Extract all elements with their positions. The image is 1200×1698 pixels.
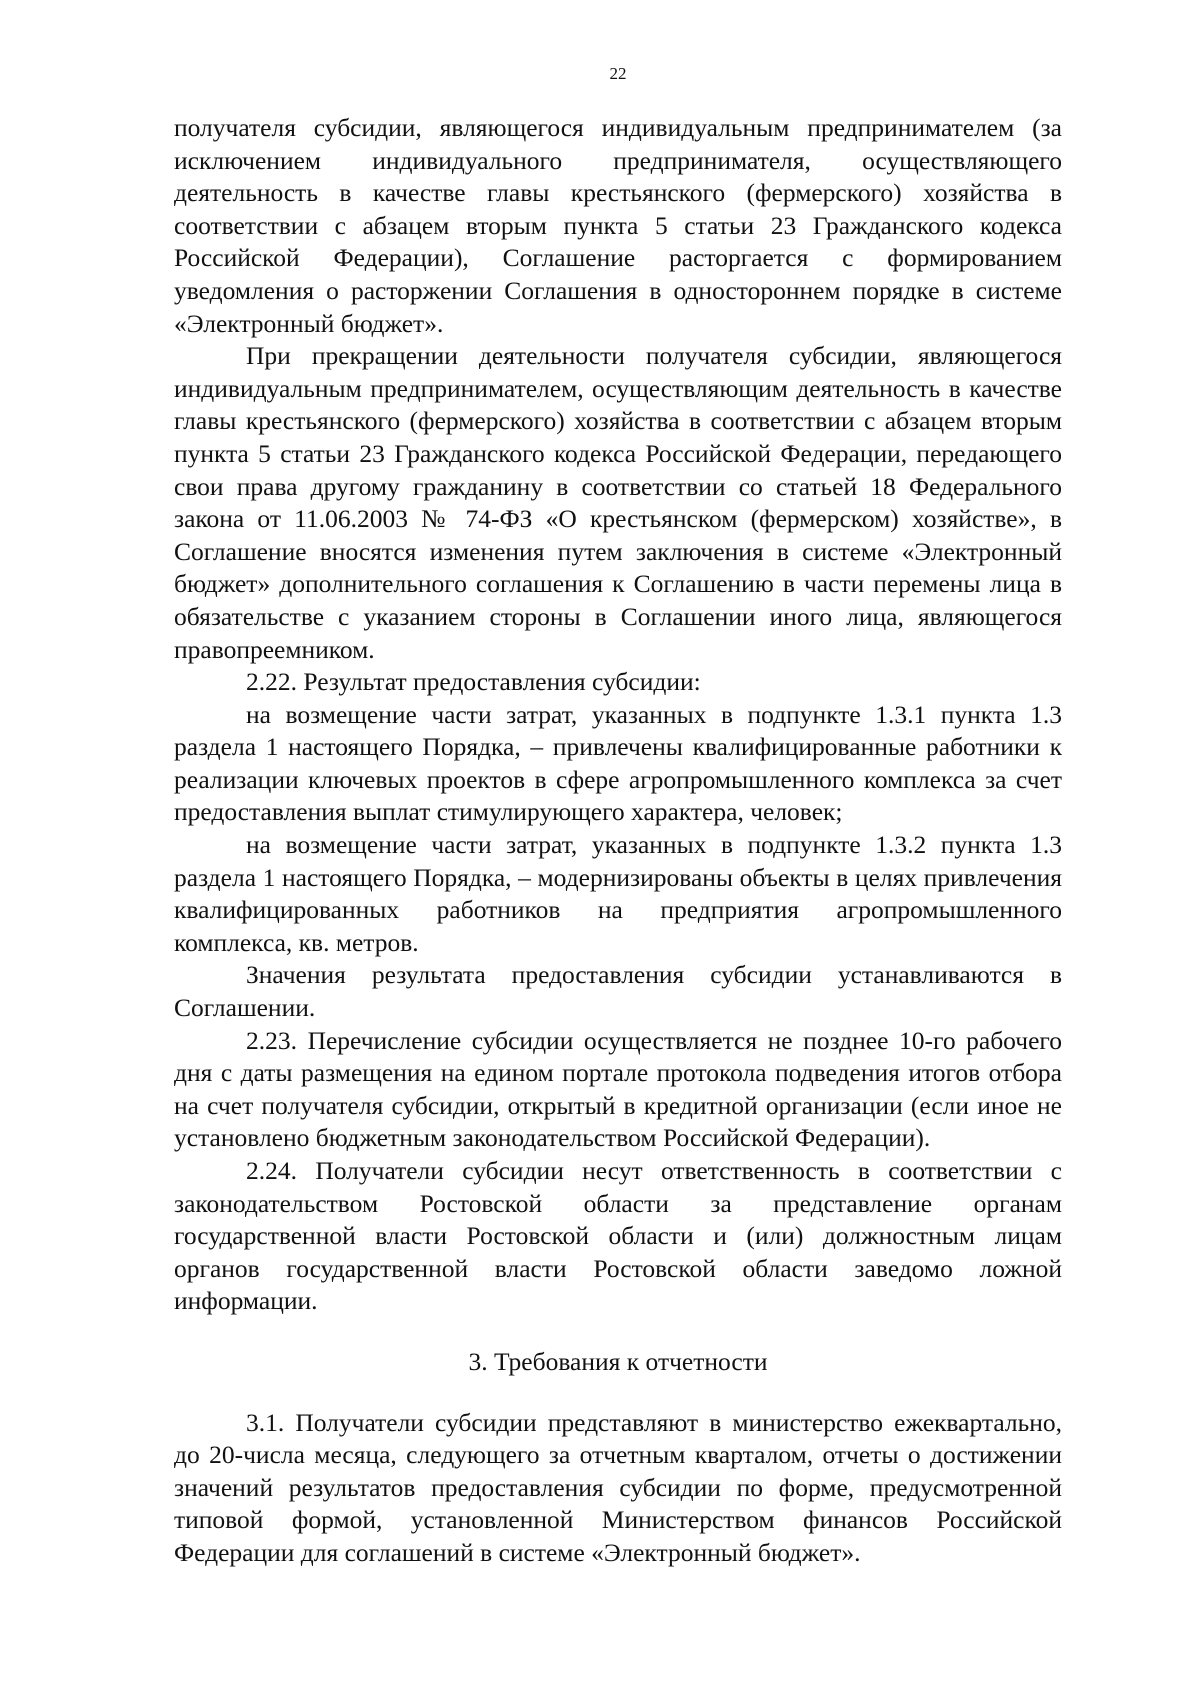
section-3-heading: 3. Требования к отчетности (468, 1346, 768, 1376)
document-body (174, 112, 1062, 1570)
paragraph-3-1: 3.1. Получатели субсидии представляют в министерство ежеквартально, до 20-числа месяца, следующего за отчетным кварталом, отчеты о достижении значений результатов предоставления субсидии по форме, предусмотренной типовой формой, установленной Министерством финансов Российской Федерации для соглашений в системе «Электронный бюджет». (174, 1407, 1062, 1567)
paragraph-result-1: на возмещение части затрат, указанных в подпункте 1.3.1 пункта 1.3 раздела 1 настоящего Порядка, – привлечены квалифицированные работники к реализации ключевых проектов в сфере агропромышленного комплекса за счет предоставления выплат стимулирующего характера, человек; (174, 699, 1062, 827)
paragraph-result-values: Значения результата предоставления субсидии устанавливаются в Соглашении. (174, 960, 1062, 1023)
paragraph-continuation: получателя субсидии, являющегося индивидуальным предпринимателем (за исключением индивидуального предпринимателя, осуществляющего деятельность в качестве главы крестьянского (фермерского) хозяйства в соответствии с абзацем вторым пункта 5 статьи 23 Гражданского кодекса Российской Федерации), Соглашение расторгается с формированием уведомления о расторжении Соглашения в одностороннем порядке в системе «Электронный бюджет». (174, 113, 1062, 338)
paragraph-result-2: на возмещение части затрат, указанных в подпункте 1.3.2 пункта 1.3 раздела 1 настоящего Порядка, – модернизированы объекты в целях привлечения квалифицированных работников на предприятия агропромышленного комплекса, кв. метров. (174, 830, 1062, 957)
page-number: 22 (609, 64, 627, 83)
paragraph-2-24: 2.24. Получатели субсидии несут ответственность в соответствии с законодательством Ростовской области за представление органам государственной власти Ростовской области и (или) должностным лицам органов государственной власти Ростовской области заведомо ложной информации. (174, 1156, 1062, 1316)
paragraph-2-23: 2.23. Перечисление субсидии осуществляется не позднее 10-го рабочего дня с даты размещения на едином портале протокола подведения итогов отбора на счет получателя субсидии, открытый в кредитной организации (если иное не установлено бюджетным законодательством Российской Федерации). (174, 1025, 1062, 1153)
paragraph-2-22-heading: 2.22. Результат предоставления субсидии: (246, 667, 701, 697)
paragraph-termination-ip: При прекращении деятельности получателя субсидии, являющегося индивидуальным предпринимателем, осуществляющим деятельность в качестве главы крестьянского (фермерского) хозяйства в соответствии с абзацем вторым пункта 5 статьи 23 Гражданского кодекса Российской Федерации, передающего свои права другому гражданину в соответствии со статьей 18 Федерального закона от 11.06.2003 № 74-ФЗ «О крестьянском (фермерском) хозяйстве», в Соглашение вносятся изменения путем заключения в системе «Электронный бюджет» дополнительного соглашения к Соглашению в части перемены лица в обязательстве с указанием стороны в Соглашении иного лица, являющегося правопреемником. (174, 341, 1062, 664)
